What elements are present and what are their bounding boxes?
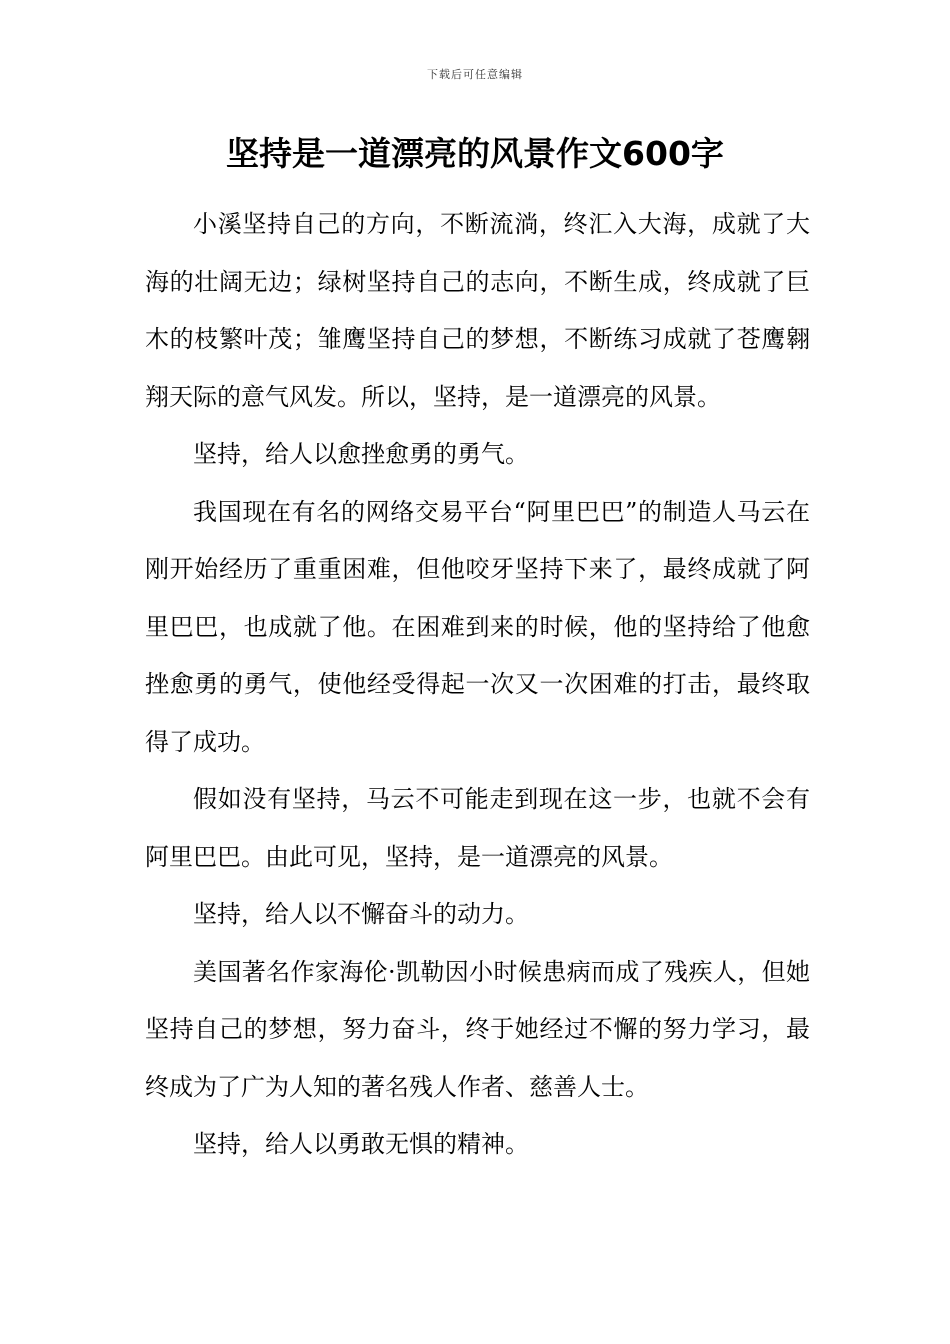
header-note: 下载后可任意编辑 xyxy=(427,68,523,81)
paragraph: 坚持，给人以勇敢无惧的精神。 xyxy=(193,1130,529,1158)
document-body xyxy=(145,196,810,1174)
paragraph: 小溪坚持自己的方向，不断流淌，终汇入大海，成就了大海的壮阔无边；绿树坚持自己的志向，不断生成，终成就了巨木的枝繁叶茂；雏鹰坚持自己的梦想，不断练习成就了苍鹰翱翔天际的意气风发。所以，坚持，是一道漂亮的风景。 xyxy=(145,210,810,411)
paragraph: 美国著名作家海伦·凯勒因小时候患病而成了残疾人，但她坚持自己的梦想，努力奋斗，终于她经过不懈的努力学习，最终成为了广为人知的著名残人作者、慈善人士。 xyxy=(145,957,810,1101)
paragraph: 坚持，给人以愈挫愈勇的勇气。 xyxy=(193,440,529,468)
paragraph: 我国现在有名的网络交易平台“阿里巴巴”的制造人马云在刚开始经历了重重困难，但他咬牙坚持下来了，最终成就了阿里巴巴，也成就了他。在困难到来的时候，他的坚持给了他愈挫愈勇的勇气，使他经受得起一次又一次困难的打击，最终取得了成功。 xyxy=(145,497,810,756)
paragraph: 假如没有坚持，马云不可能走到现在这一步，也就不会有阿里巴巴。由此可见，坚持，是一道漂亮的风景。 xyxy=(145,785,810,871)
document-title: 坚持是一道漂亮的风景作文600字 xyxy=(226,134,724,173)
paragraph: 坚持，给人以不懈奋斗的动力。 xyxy=(193,900,529,928)
